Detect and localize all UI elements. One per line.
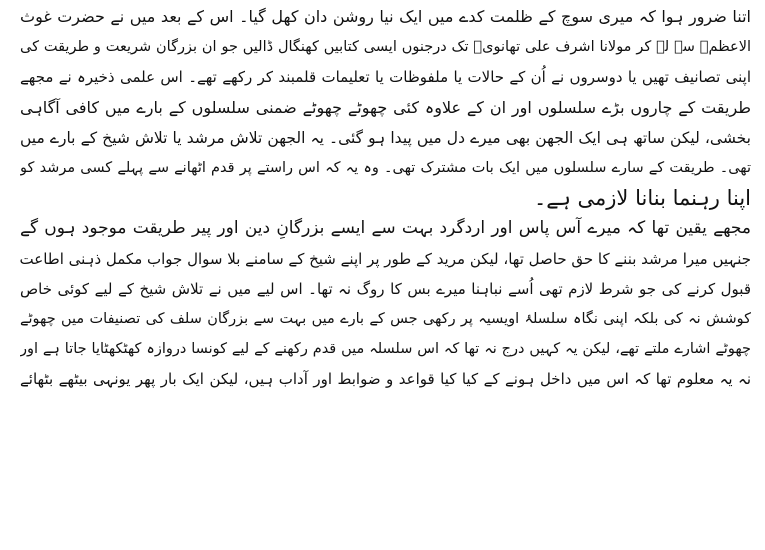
paragraph-1	[20, 2, 751, 213]
text-line: چھوٹے اشارے ملتے تھے، لیکن یہ کہیں درج نہ تھا کہ اس سلسلہ میں قدم رکھنے کے لیے کونسا دروازہ کھٹکھٹایا جاتا ہے اور	[20, 341, 751, 358]
text-line: طریقت کے چاروں بڑے سلسلوں اور ان کے علاوہ کئی چھوٹے چھوٹے ضمنی سلسلوں کے بارے میں کافی آگاہی	[20, 97, 751, 117]
text-line: الاعظمؒ سے لے کر مولانا اشرف علی تھانویؒ تک درجنوں ایسی کتابیں کھنگال ڈالیں جو ان بزرگان شریعت و طریقت کی	[20, 39, 751, 56]
text-line: کوشش نہ کی بلکہ اپنی نگاہ سلسلۂ اویسیہ پر رکھی جس کے بارے میں بہت سے بزرگان سلف کی تصنیفات میں چھوٹے	[20, 310, 751, 327]
text-line: اپنی تصانیف تھیں یا دوسروں نے اُن کے حالات یا ملفوظات یا تعلیمات قلمبند کر رکھے تھے۔ اس علمی ذخیرہ نے مجھے	[20, 68, 751, 87]
text-line: اپنا رہنما بنانا لازمی ہے۔	[533, 186, 751, 211]
text-line: نہ یہ معلوم تھا کہ اس میں داخل ہونے کے کیا کیا قواعد و ضوابط اور آداب ہیں، لیکن ایک بار پھر یونہی بیٹھے بٹھائے	[20, 370, 751, 389]
text-line: جنہیں میرا مرشد بننے کا حق حاصل تھا، لیکن مرید کے طور پر اپنے شیخ کے سامنے بلا سوال جواب مکمل ذہنی اطاعت	[20, 249, 751, 268]
paragraph-2	[20, 213, 751, 394]
text-line: اتنا ضرور ہوا کہ میری سوچ کے ظلمت کدے میں ایک نیا روشن دان کھل گیا۔ اس کے بعد میں نے حضرت غوث	[20, 7, 751, 26]
text-line: قبول کرنے کی جو شرط لازم تھی اُسے نباہنا میرے بس کا روگ نہ تھا۔ اس لیے میں نے تلاش شیخ کے لیے کوئی خاص	[20, 279, 751, 298]
text-line: بخشی، لیکن ساتھ ہی ایک الجھن بھی میرے دل میں پیدا ہو گئی۔ یہ الجھن تلاش مرشد یا تلاش شیخ کے بارے میں	[20, 128, 751, 147]
text-line: مجھے یقین تھا کہ میرے آس پاس اور اردگرد بہت سے ایسے بزرگانِ دین اور پیر طریقت موجود ہوں گے	[20, 218, 751, 239]
text-line: تھی۔ طریقت کے سارے سلسلوں میں ایک بات مشترک تھی۔ وہ یہ کہ اس راستے پر قدم اٹھانے سے پہلے کسی مرشد کو	[20, 159, 751, 176]
